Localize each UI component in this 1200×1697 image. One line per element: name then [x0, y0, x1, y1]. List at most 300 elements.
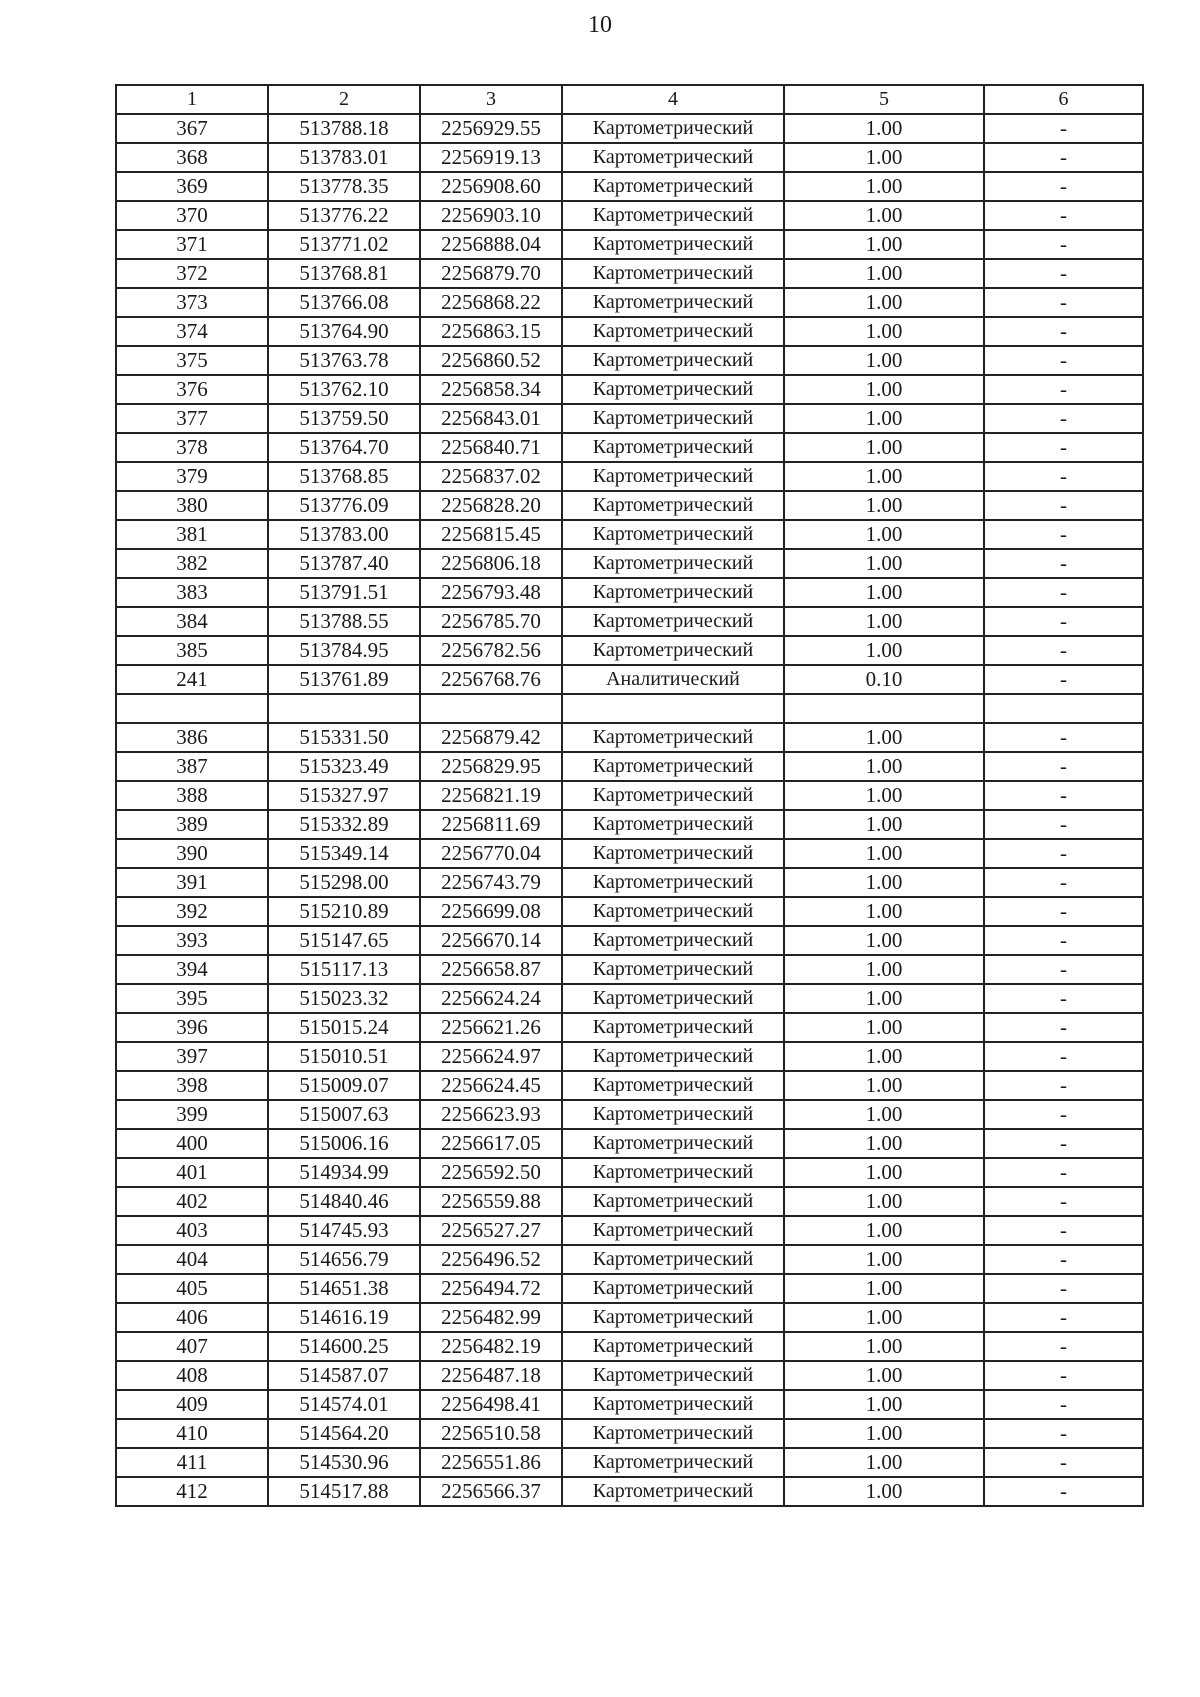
note-cell: -	[984, 781, 1143, 810]
x-coordinate-cell: 513783.01	[268, 143, 420, 172]
point-number-cell: 409	[116, 1390, 268, 1419]
accuracy-cell: 1.00	[784, 1361, 984, 1390]
point-number-cell: 374	[116, 317, 268, 346]
note-cell: -	[984, 549, 1143, 578]
y-coordinate-cell: 2256908.60	[420, 172, 562, 201]
point-number-cell: 410	[116, 1419, 268, 1448]
method-cell: Картометрический	[562, 346, 784, 375]
table-row	[116, 1158, 1143, 1187]
point-number-cell	[116, 694, 268, 723]
method-cell: Картометрический	[562, 1419, 784, 1448]
method-cell: Картометрический	[562, 636, 784, 665]
table-row	[116, 1042, 1143, 1071]
x-coordinate-cell: 514651.38	[268, 1274, 420, 1303]
note-cell: -	[984, 1245, 1143, 1274]
note-cell: -	[984, 665, 1143, 694]
table-row	[116, 317, 1143, 346]
header-row	[116, 85, 1143, 114]
table-header	[116, 85, 1143, 114]
x-coordinate-cell: 514564.20	[268, 1419, 420, 1448]
x-coordinate-cell: 513761.89	[268, 665, 420, 694]
note-cell: -	[984, 897, 1143, 926]
method-cell: Картометрический	[562, 723, 784, 752]
accuracy-cell: 1.00	[784, 491, 984, 520]
x-coordinate-cell: 513763.78	[268, 346, 420, 375]
table-row	[116, 955, 1143, 984]
x-coordinate-cell: 514616.19	[268, 1303, 420, 1332]
method-cell: Картометрический	[562, 143, 784, 172]
method-cell	[562, 694, 784, 723]
table-row	[116, 1216, 1143, 1245]
y-coordinate-cell: 2256551.86	[420, 1448, 562, 1477]
y-coordinate-cell: 2256858.34	[420, 375, 562, 404]
accuracy-cell: 1.00	[784, 346, 984, 375]
table-row	[116, 404, 1143, 433]
y-coordinate-cell: 2256879.70	[420, 259, 562, 288]
y-coordinate-cell: 2256821.19	[420, 781, 562, 810]
method-cell: Картометрический	[562, 810, 784, 839]
point-number-cell: 370	[116, 201, 268, 230]
table-row	[116, 1448, 1143, 1477]
table-row	[116, 462, 1143, 491]
y-coordinate-cell: 2256494.72	[420, 1274, 562, 1303]
point-number-cell: 379	[116, 462, 268, 491]
point-number-cell: 372	[116, 259, 268, 288]
point-number-cell: 396	[116, 1013, 268, 1042]
method-cell: Картометрический	[562, 462, 784, 491]
x-coordinate-cell: 514574.01	[268, 1390, 420, 1419]
method-cell: Картометрический	[562, 926, 784, 955]
note-cell: -	[984, 1390, 1143, 1419]
x-coordinate-cell: 515007.63	[268, 1100, 420, 1129]
table-row	[116, 143, 1143, 172]
table-row	[116, 578, 1143, 607]
x-coordinate-cell: 515349.14	[268, 839, 420, 868]
point-number-cell: 392	[116, 897, 268, 926]
y-coordinate-cell: 2256768.76	[420, 665, 562, 694]
accuracy-cell: 1.00	[784, 897, 984, 926]
point-number-cell: 378	[116, 433, 268, 462]
y-coordinate-cell: 2256770.04	[420, 839, 562, 868]
y-coordinate-cell: 2256879.42	[420, 723, 562, 752]
y-coordinate-cell: 2256843.01	[420, 404, 562, 433]
accuracy-cell: 1.00	[784, 955, 984, 984]
method-cell: Картометрический	[562, 839, 784, 868]
note-cell: -	[984, 1013, 1143, 1042]
y-coordinate-cell: 2256782.56	[420, 636, 562, 665]
y-coordinate-cell: 2256699.08	[420, 897, 562, 926]
point-number-cell: 395	[116, 984, 268, 1013]
x-coordinate-cell: 513778.35	[268, 172, 420, 201]
accuracy-cell: 1.00	[784, 520, 984, 549]
y-coordinate-cell: 2256743.79	[420, 868, 562, 897]
x-coordinate-cell: 514530.96	[268, 1448, 420, 1477]
x-coordinate-cell: 515210.89	[268, 897, 420, 926]
table-row	[116, 984, 1143, 1013]
y-coordinate-cell: 2256592.50	[420, 1158, 562, 1187]
y-coordinate-cell: 2256566.37	[420, 1477, 562, 1506]
x-coordinate-cell: 515117.13	[268, 955, 420, 984]
note-cell: -	[984, 1216, 1143, 1245]
method-cell: Картометрический	[562, 1448, 784, 1477]
y-coordinate-cell: 2256617.05	[420, 1129, 562, 1158]
note-cell: -	[984, 143, 1143, 172]
x-coordinate-cell: 513791.51	[268, 578, 420, 607]
note-cell: -	[984, 1042, 1143, 1071]
method-cell: Картометрический	[562, 1216, 784, 1245]
table-row	[116, 1187, 1143, 1216]
table-row	[116, 375, 1143, 404]
point-number-cell: 407	[116, 1332, 268, 1361]
method-cell: Картометрический	[562, 1013, 784, 1042]
method-cell: Картометрический	[562, 114, 784, 143]
x-coordinate-cell: 515147.65	[268, 926, 420, 955]
table-row	[116, 1390, 1143, 1419]
accuracy-cell: 1.00	[784, 288, 984, 317]
x-coordinate-cell: 513764.90	[268, 317, 420, 346]
method-cell: Картометрический	[562, 1187, 784, 1216]
table-row	[116, 1361, 1143, 1390]
y-coordinate-cell: 2256863.15	[420, 317, 562, 346]
table-row	[116, 636, 1143, 665]
accuracy-cell: 1.00	[784, 781, 984, 810]
x-coordinate-cell: 515327.97	[268, 781, 420, 810]
point-number-cell: 367	[116, 114, 268, 143]
table-row	[116, 926, 1143, 955]
x-coordinate-cell: 513759.50	[268, 404, 420, 433]
method-cell: Картометрический	[562, 433, 784, 462]
coordinates-table	[115, 84, 1144, 1507]
accuracy-cell: 1.00	[784, 1303, 984, 1332]
table-row	[116, 694, 1143, 723]
x-coordinate-cell: 514934.99	[268, 1158, 420, 1187]
note-cell: -	[984, 1303, 1143, 1332]
method-cell: Картометрический	[562, 1245, 784, 1274]
table-row	[116, 259, 1143, 288]
y-coordinate-cell: 2256670.14	[420, 926, 562, 955]
point-number-cell: 390	[116, 839, 268, 868]
accuracy-cell: 1.00	[784, 926, 984, 955]
note-cell: -	[984, 462, 1143, 491]
accuracy-cell: 1.00	[784, 462, 984, 491]
y-coordinate-cell: 2256621.26	[420, 1013, 562, 1042]
note-cell: -	[984, 723, 1143, 752]
table-row	[116, 172, 1143, 201]
accuracy-cell: 1.00	[784, 723, 984, 752]
y-coordinate-cell: 2256815.45	[420, 520, 562, 549]
column-header-3: 3	[420, 85, 562, 114]
y-coordinate-cell: 2256559.88	[420, 1187, 562, 1216]
point-number-cell: 401	[116, 1158, 268, 1187]
accuracy-cell: 1.00	[784, 1448, 984, 1477]
note-cell: -	[984, 114, 1143, 143]
point-number-cell: 406	[116, 1303, 268, 1332]
method-cell: Картометрический	[562, 404, 784, 433]
y-coordinate-cell: 2256840.71	[420, 433, 562, 462]
method-cell: Картометрический	[562, 549, 784, 578]
note-cell: -	[984, 810, 1143, 839]
point-number-cell: 376	[116, 375, 268, 404]
accuracy-cell: 1.00	[784, 1332, 984, 1361]
y-coordinate-cell: 2256482.19	[420, 1332, 562, 1361]
point-number-cell: 399	[116, 1100, 268, 1129]
y-coordinate-cell: 2256929.55	[420, 114, 562, 143]
table-row	[116, 810, 1143, 839]
column-header-6: 6	[984, 85, 1143, 114]
table-row	[116, 1129, 1143, 1158]
x-coordinate-cell: 515009.07	[268, 1071, 420, 1100]
note-cell: -	[984, 201, 1143, 230]
point-number-cell: 408	[116, 1361, 268, 1390]
table-row	[116, 1332, 1143, 1361]
point-number-cell: 394	[116, 955, 268, 984]
point-number-cell: 381	[116, 520, 268, 549]
point-number-cell: 389	[116, 810, 268, 839]
accuracy-cell: 1.00	[784, 810, 984, 839]
point-number-cell: 373	[116, 288, 268, 317]
method-cell: Картометрический	[562, 1158, 784, 1187]
accuracy-cell: 1.00	[784, 752, 984, 781]
table-row	[116, 1100, 1143, 1129]
table-row	[116, 1071, 1143, 1100]
method-cell: Картометрический	[562, 172, 784, 201]
table-row	[116, 288, 1143, 317]
method-cell: Картометрический	[562, 317, 784, 346]
y-coordinate-cell: 2256624.45	[420, 1071, 562, 1100]
table-row	[116, 1274, 1143, 1303]
table-row	[116, 1013, 1143, 1042]
note-cell: -	[984, 955, 1143, 984]
table-row	[116, 549, 1143, 578]
table-row	[116, 520, 1143, 549]
point-number-cell: 382	[116, 549, 268, 578]
note-cell: -	[984, 926, 1143, 955]
note-cell: -	[984, 984, 1143, 1013]
accuracy-cell: 1.00	[784, 375, 984, 404]
note-cell: -	[984, 1071, 1143, 1100]
x-coordinate-cell: 514840.46	[268, 1187, 420, 1216]
accuracy-cell: 1.00	[784, 1071, 984, 1100]
table-row	[116, 868, 1143, 897]
x-coordinate-cell: 515298.00	[268, 868, 420, 897]
accuracy-cell: 1.00	[784, 1129, 984, 1158]
point-number-cell: 368	[116, 143, 268, 172]
table-row	[116, 230, 1143, 259]
accuracy-cell: 1.00	[784, 172, 984, 201]
y-coordinate-cell: 2256623.93	[420, 1100, 562, 1129]
accuracy-cell: 1.00	[784, 578, 984, 607]
accuracy-cell: 1.00	[784, 1477, 984, 1506]
method-cell: Картометрический	[562, 984, 784, 1013]
column-header-2: 2	[268, 85, 420, 114]
x-coordinate-cell: 513764.70	[268, 433, 420, 462]
table-row	[116, 1303, 1143, 1332]
y-coordinate-cell: 2256510.58	[420, 1419, 562, 1448]
x-coordinate-cell: 513788.55	[268, 607, 420, 636]
method-cell: Картометрический	[562, 491, 784, 520]
point-number-cell: 405	[116, 1274, 268, 1303]
y-coordinate-cell: 2256658.87	[420, 955, 562, 984]
accuracy-cell	[784, 694, 984, 723]
accuracy-cell: 1.00	[784, 1100, 984, 1129]
note-cell: -	[984, 607, 1143, 636]
method-cell: Картометрический	[562, 520, 784, 549]
table-row	[116, 114, 1143, 143]
table-row	[116, 723, 1143, 752]
note-cell: -	[984, 1187, 1143, 1216]
y-coordinate-cell: 2256482.99	[420, 1303, 562, 1332]
y-coordinate-cell: 2256829.95	[420, 752, 562, 781]
note-cell: -	[984, 578, 1143, 607]
point-number-cell: 371	[116, 230, 268, 259]
accuracy-cell: 1.00	[784, 114, 984, 143]
x-coordinate-cell: 515332.89	[268, 810, 420, 839]
y-coordinate-cell: 2256496.52	[420, 1245, 562, 1274]
note-cell: -	[984, 752, 1143, 781]
point-number-cell: 403	[116, 1216, 268, 1245]
x-coordinate-cell: 513788.18	[268, 114, 420, 143]
point-number-cell: 384	[116, 607, 268, 636]
method-cell: Картометрический	[562, 1303, 784, 1332]
accuracy-cell: 1.00	[784, 1216, 984, 1245]
table-row	[116, 839, 1143, 868]
note-cell: -	[984, 1129, 1143, 1158]
accuracy-cell: 1.00	[784, 404, 984, 433]
accuracy-cell: 1.00	[784, 230, 984, 259]
method-cell: Картометрический	[562, 752, 784, 781]
accuracy-cell: 0.10	[784, 665, 984, 694]
note-cell: -	[984, 346, 1143, 375]
column-header-4: 4	[562, 85, 784, 114]
table-row	[116, 1477, 1143, 1506]
y-coordinate-cell: 2256919.13	[420, 143, 562, 172]
point-number-cell: 412	[116, 1477, 268, 1506]
x-coordinate-cell: 513776.09	[268, 491, 420, 520]
point-number-cell: 375	[116, 346, 268, 375]
x-coordinate-cell: 514587.07	[268, 1361, 420, 1390]
x-coordinate-cell: 513784.95	[268, 636, 420, 665]
y-coordinate-cell: 2256860.52	[420, 346, 562, 375]
accuracy-cell: 1.00	[784, 636, 984, 665]
accuracy-cell: 1.00	[784, 607, 984, 636]
accuracy-cell: 1.00	[784, 549, 984, 578]
note-cell: -	[984, 375, 1143, 404]
point-number-cell: 369	[116, 172, 268, 201]
x-coordinate-cell: 514656.79	[268, 1245, 420, 1274]
method-cell: Картометрический	[562, 1274, 784, 1303]
accuracy-cell: 1.00	[784, 143, 984, 172]
table-row	[116, 897, 1143, 926]
point-number-cell: 383	[116, 578, 268, 607]
x-coordinate-cell: 513768.81	[268, 259, 420, 288]
accuracy-cell: 1.00	[784, 433, 984, 462]
method-cell: Картометрический	[562, 607, 784, 636]
note-cell: -	[984, 1419, 1143, 1448]
point-number-cell: 404	[116, 1245, 268, 1274]
y-coordinate-cell: 2256793.48	[420, 578, 562, 607]
method-cell: Картометрический	[562, 1071, 784, 1100]
note-cell: -	[984, 1100, 1143, 1129]
note-cell: -	[984, 404, 1143, 433]
table-row	[116, 665, 1143, 694]
method-cell: Картометрический	[562, 259, 784, 288]
method-cell: Картометрический	[562, 1390, 784, 1419]
x-coordinate-cell: 513762.10	[268, 375, 420, 404]
y-coordinate-cell: 2256811.69	[420, 810, 562, 839]
table-row	[116, 1419, 1143, 1448]
y-coordinate-cell: 2256785.70	[420, 607, 562, 636]
point-number-cell: 385	[116, 636, 268, 665]
point-number-cell: 400	[116, 1129, 268, 1158]
method-cell: Картометрический	[562, 1361, 784, 1390]
accuracy-cell: 1.00	[784, 317, 984, 346]
accuracy-cell: 1.00	[784, 1158, 984, 1187]
x-coordinate-cell: 515331.50	[268, 723, 420, 752]
y-coordinate-cell	[420, 694, 562, 723]
accuracy-cell: 1.00	[784, 1187, 984, 1216]
point-number-cell: 386	[116, 723, 268, 752]
accuracy-cell: 1.00	[784, 868, 984, 897]
x-coordinate-cell: 513766.08	[268, 288, 420, 317]
note-cell	[984, 694, 1143, 723]
point-number-cell: 402	[116, 1187, 268, 1216]
method-cell: Картометрический	[562, 1477, 784, 1506]
y-coordinate-cell: 2256828.20	[420, 491, 562, 520]
x-coordinate-cell: 515015.24	[268, 1013, 420, 1042]
column-header-5: 5	[784, 85, 984, 114]
table-row	[116, 201, 1143, 230]
note-cell: -	[984, 172, 1143, 201]
x-coordinate-cell	[268, 694, 420, 723]
x-coordinate-cell: 513768.85	[268, 462, 420, 491]
point-number-cell: 397	[116, 1042, 268, 1071]
method-cell: Картометрический	[562, 1100, 784, 1129]
x-coordinate-cell: 515010.51	[268, 1042, 420, 1071]
point-number-cell: 388	[116, 781, 268, 810]
x-coordinate-cell: 515006.16	[268, 1129, 420, 1158]
method-cell: Картометрический	[562, 201, 784, 230]
x-coordinate-cell: 514517.88	[268, 1477, 420, 1506]
method-cell: Картометрический	[562, 1129, 784, 1158]
method-cell: Картометрический	[562, 868, 784, 897]
note-cell: -	[984, 259, 1143, 288]
accuracy-cell: 1.00	[784, 1419, 984, 1448]
note-cell: -	[984, 1477, 1143, 1506]
table-row	[116, 346, 1143, 375]
accuracy-cell: 1.00	[784, 1013, 984, 1042]
accuracy-cell: 1.00	[784, 1274, 984, 1303]
table-row	[116, 752, 1143, 781]
note-cell: -	[984, 868, 1143, 897]
method-cell: Картометрический	[562, 955, 784, 984]
note-cell: -	[984, 1158, 1143, 1187]
table-row	[116, 433, 1143, 462]
method-cell: Картометрический	[562, 1332, 784, 1361]
method-cell: Картометрический	[562, 375, 784, 404]
x-coordinate-cell: 513783.00	[268, 520, 420, 549]
note-cell: -	[984, 839, 1143, 868]
x-coordinate-cell: 515323.49	[268, 752, 420, 781]
method-cell: Картометрический	[562, 781, 784, 810]
table-row	[116, 781, 1143, 810]
table-row	[116, 1245, 1143, 1274]
point-number-cell: 387	[116, 752, 268, 781]
note-cell: -	[984, 288, 1143, 317]
accuracy-cell: 1.00	[784, 259, 984, 288]
note-cell: -	[984, 1361, 1143, 1390]
accuracy-cell: 1.00	[784, 201, 984, 230]
accuracy-cell: 1.00	[784, 1390, 984, 1419]
